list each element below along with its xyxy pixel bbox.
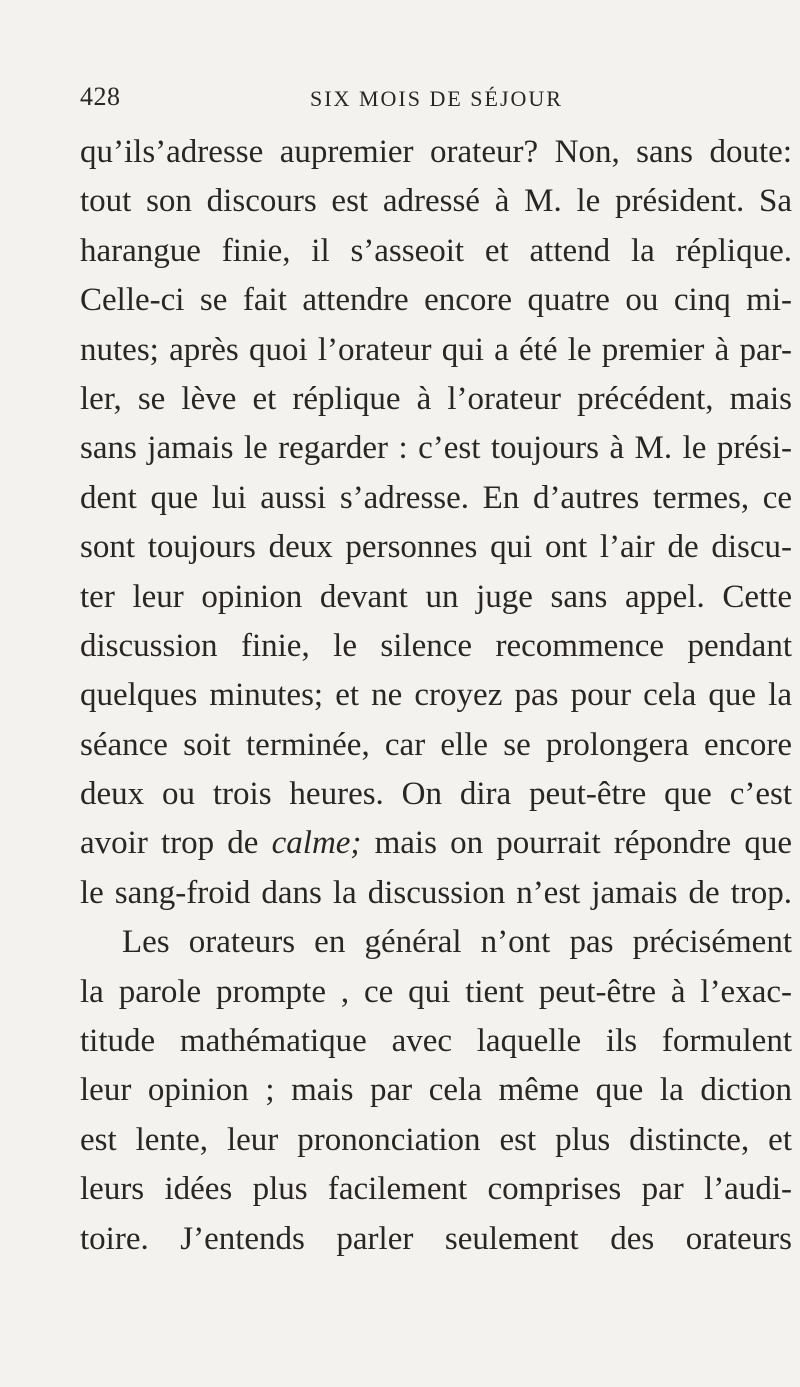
text-line-with-italic (80, 819, 792, 868)
text-line: est lente, leur prononciation est plus distincte, et (80, 1121, 792, 1158)
text-line: ler, se lève et réplique à l’orateur précédent, mais (80, 380, 792, 417)
text-line: sans jamais le regarder : c’est toujours à M. le prési- (80, 430, 792, 467)
text-line: leur opinion ; mais par cela même que la diction (80, 1072, 792, 1109)
text-line: titude mathématique avec laquelle ils formulent (80, 1023, 792, 1060)
text-line: quelques minutes; et ne croyez pas pour cela que la (80, 677, 792, 714)
text-line: Celle-ci se fait attendre encore quatre ou cinq mi- (80, 282, 792, 319)
text-line: nutes; après quoi l’orateur qui a été le premier à par- (80, 331, 792, 368)
text-line: discussion finie, le silence recommence pendant (80, 627, 792, 664)
text-line: toire. J’entends parler seulement des orateurs (80, 1220, 792, 1257)
page-number: 428 (80, 82, 121, 111)
text-line: qu’ils’adresse aupremier orateur? Non, sans doute: (80, 134, 792, 170)
text-line: harangue finie, il s’asseoit et attend la réplique. (80, 232, 792, 269)
paragraph-start-line: Les orateurs en général n’ont pas précisément (122, 924, 792, 961)
text-line: séance soit terminée, car elle se prolongera encore (80, 726, 792, 763)
text-line: leurs idées plus facilement comprises par l’audi- (80, 1171, 792, 1208)
text-line: deux ou trois heures. On dira peut-être que c’est (80, 776, 792, 813)
italic-word: calme; (271, 825, 362, 862)
text-line: la parole prompte , ce qui tient peut-être à l’exac- (80, 973, 792, 1010)
running-head (80, 82, 780, 122)
text-segment: mais on pourrait répondre que (361, 825, 792, 862)
text-line: dent que lui aussi s’adresse. En d’autres termes, ce (80, 479, 792, 516)
body-text (80, 128, 792, 1264)
text-line: le sang-froid dans la discussion n’est jamais de trop. (80, 874, 792, 911)
text-line: ter leur opinion devant un juge sans appel. Cette (80, 578, 792, 615)
text-line: sont toujours deux personnes qui ont l’air de discu- (80, 529, 792, 566)
text-segment: avoir trop de (80, 825, 272, 862)
text-line: tout son discours est adressé à M. le président. Sa (80, 183, 792, 220)
running-title: SIX MOIS DE SÉJOUR (310, 86, 563, 111)
